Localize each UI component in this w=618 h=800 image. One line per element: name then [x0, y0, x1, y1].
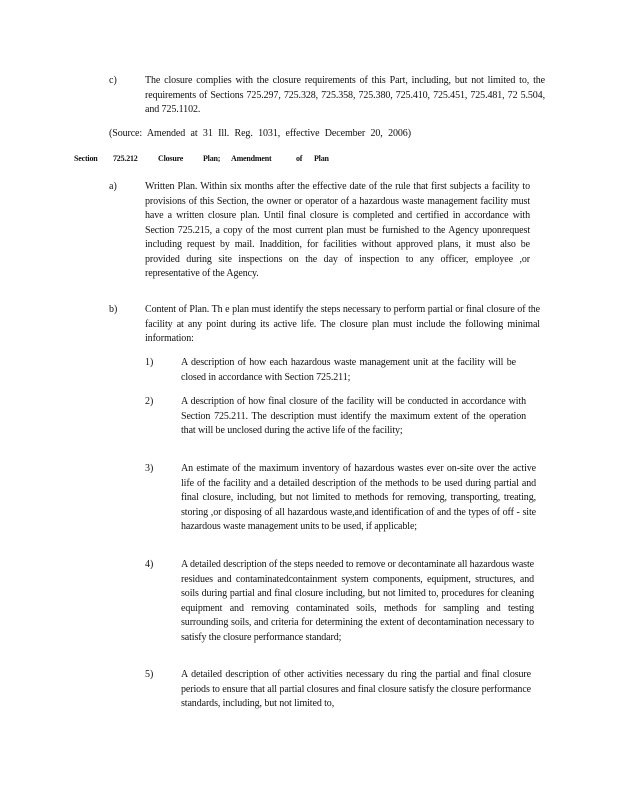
- sub-item-3-label: 3): [145, 463, 154, 474]
- sub-item-1-text: A description of how each hazardous waste management unit at the facility will be closed in accordance with Section 725.211;: [181, 357, 516, 383]
- sub-item-3-text: An estimate of the maximum inventory of hazardous wastes ever on-site over the active life of the facility and a detailed description of the methods to be used during partial and final closure, including, but not limited to methods for removing, transporting, treating, storing ,or disposing of all hazardous waste,and identification of and the types of off - site hazardous waste management units to be used, if applicable;: [181, 463, 536, 532]
- sub-item-2-label: 2): [145, 396, 154, 407]
- section-title-plan: Plan;: [203, 154, 221, 163]
- section-title-closure: Closure: [158, 154, 184, 163]
- sub-item-1-label: 1): [145, 357, 154, 368]
- section-title-of: of: [296, 154, 303, 163]
- item-b-text: Content of Plan. Th e plan must identify the steps necessary to perform partial or final closure of the facility at any point during its active life. The closure plan must include the following minimal information:: [145, 304, 540, 344]
- sub-item-4-text: A detailed description of the steps needed to remove or decontaminate all hazardous waste residues and contaminatedcontainment system components, equipment, structures, and soils during partial and final closure including, but not limited to, procedures for cleaning equipment and removing contaminated soils, methods for sampling and testing surrounding soils, and criteria for determining the extent of decontamination necessary to satisfy the closure performance standard;: [181, 559, 534, 643]
- sub-item-4-label: 4): [145, 559, 154, 570]
- sub-item-2-text: A description of how final closure of the facility will be conducted in accordance with Section 725.211. The description must identify the maximum extent of the operation that will be unclosed during the active life of the facility;: [181, 396, 526, 436]
- item-c-label: c): [109, 75, 117, 86]
- source-note: (Source: Amended at 31 Ill. Reg. 1031, effective December 20, 2006): [109, 128, 411, 139]
- section-word: Section: [74, 154, 98, 163]
- section-title-plan-2: Plan: [314, 154, 329, 163]
- item-b-label: b): [109, 304, 118, 315]
- item-a-label: a): [109, 181, 117, 192]
- section-number: 725.212: [113, 154, 138, 163]
- sub-item-5-label: 5): [145, 669, 154, 680]
- item-a-text: Written Plan. Within six months after the effective date of the rule that first subjects a facility to provisions of this Section, the owner or operator of a hazardous waste management facility must have a written closure plan. Until final closure is completed and certified in accordance with Section 725.215, a copy of the most current plan must be furnished to the Agency uponrequest including request by mail. Inaddition, for facilities without approved plans, it must also be provided during site inspections on the day of inspection to any officer, employee ,or representative of the Agency.: [145, 181, 530, 279]
- sub-item-5-text: A detailed description of other activities necessary du ring the partial and final closure periods to ensure that all partial closures and final closure satisfy the closure performance standards, including, but not limited to,: [181, 669, 531, 709]
- item-c-text: The closure complies with the closure requirements of this Part, including, but not limited to, the requirements of Sections 725.297, 725.328, 725.358, 725.380, 725.410, 725.451, 725.481, 72 5.504, and 725.1102.: [145, 75, 545, 115]
- section-title-amendment: Amendment: [231, 154, 272, 163]
